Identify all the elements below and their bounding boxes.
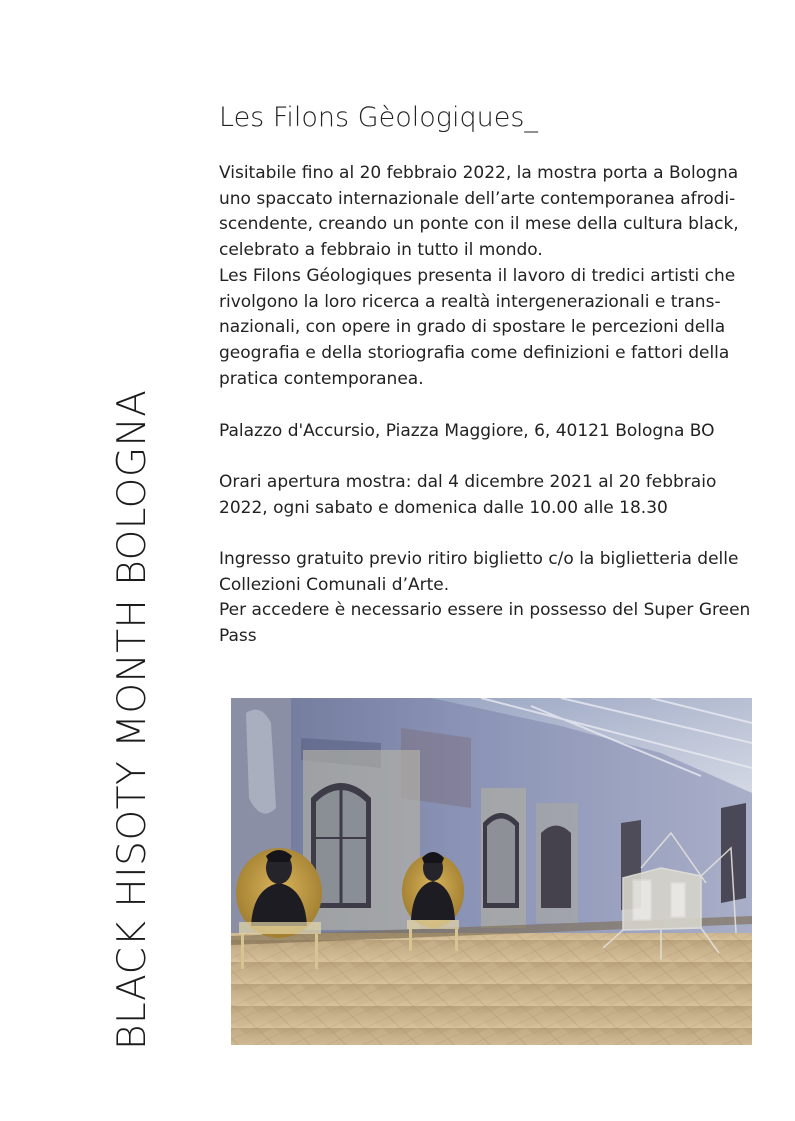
description-paragraph: Visitabile fino al 20 febbraio 2022, la mostra porta a Bologna uno spaccato internazionale dell’arte contemporanea afrodi- scendente, creando un ponte con il mese della cultura black, celebrato a febbraio in tutto il mondo. Les Filons Géologiques presenta il lavoro di tredici artisti che rivolgono la loro ricerca a realtà intergenerazionali e trans- nazionali, con opere in grado di spostare le percezioni della geografia e della storiografia come definizioni e fattori della pratica contemporanea. [219, 163, 739, 389]
page-title: Les Filons Gèologiques_ [219, 102, 538, 133]
entry-paragraph: Ingresso gratuito previo ritiro biglietto c/o la biglietteria delle Collezioni Comunali d’Arte. Per accedere è necessario essere in possesso del Super Green Pass [219, 549, 751, 647]
side-title: BLACK HISOTY MONTH BOLOGNA [110, 389, 155, 1050]
hours-paragraph: Orari apertura mostra: dal 4 dicembre 2021 al 20 febbraio 2022, ogni sabato e domenica dalle 10.00 alle 18.30 [219, 472, 717, 518]
exhibition-hall-photo [231, 698, 752, 1045]
address-paragraph: Palazzo d'Accursio, Piazza Maggiore, 6, 40121 Bologna BO [219, 421, 715, 441]
